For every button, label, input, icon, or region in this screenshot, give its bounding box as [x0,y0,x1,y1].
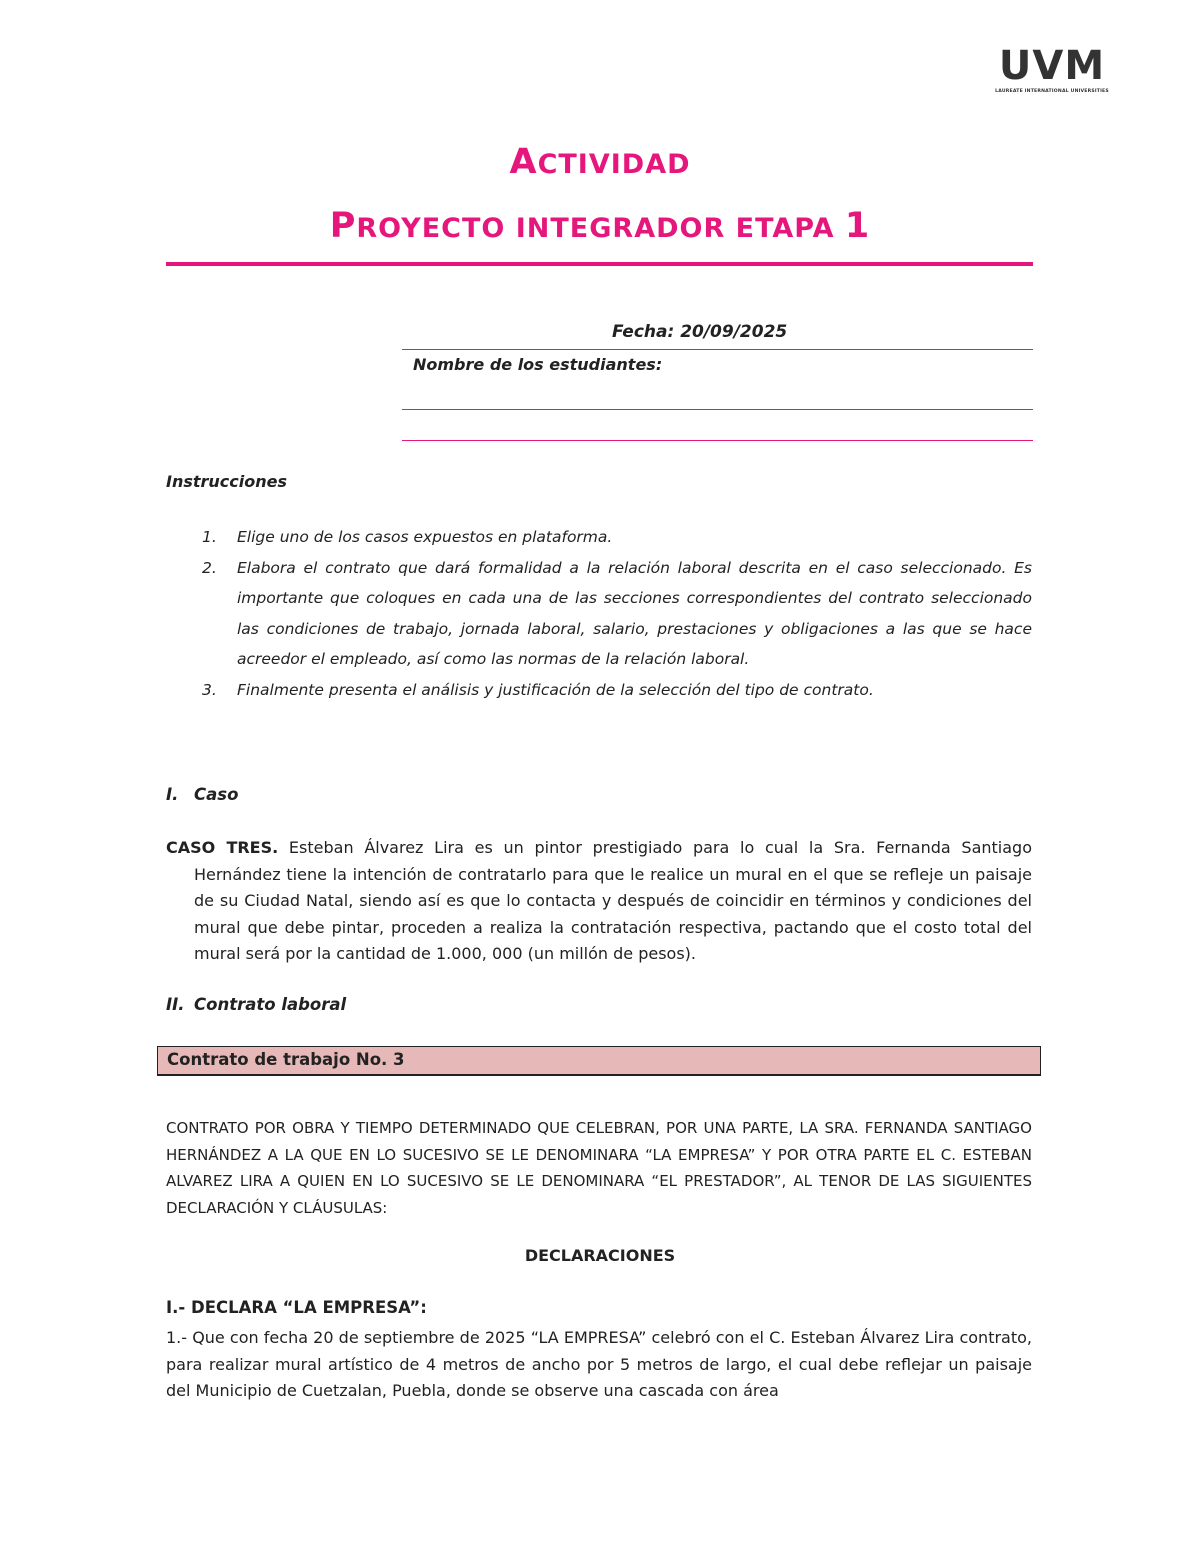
list-item-number: 1. [202,528,217,546]
section-title: Caso [194,785,239,804]
fecha-field: Fecha: 20/09/2025 [612,322,788,342]
subtitle-number: 1 [844,206,871,246]
subtitle-rest: ROYECTO INTEGRADOR ETAPA [356,213,835,244]
caso-text: Esteban Álvarez Lira es un pintor prestigiado para lo cual la Sra. Fernanda Santiago Hernández tiene la intención de contratarlo para que le realice un mural en el que se refleje un paisaje de su Ciudad Natal, siendo así es que lo contacta y después de coincidir en términos y condiciones del mural que debe pintar, proceden a realiza la contratación respectiva, pactando que el costo total del mural será por la cantidad de 1.000, 000 (un millón de pesos). [194,838,1032,963]
declaracion-1-paragraph: 1.- Que con fecha 20 de septiembre de 2025 “LA EMPRESA” celebró con el C. Esteban Álvarez Lira contrato, para realizar mural artístico de 4 metros de ancho por 5 metros de largo, el cual debe reflejar un paisaje del Municipio de Cuetzalan, Puebla, donde se observe una cascada con área [166,1328,1032,1400]
declara-empresa-heading: I.- DECLARA “LA EMPRESA”: [166,1298,427,1317]
list-item-number: 2. [202,558,217,577]
caso-paragraph [166,835,1032,968]
logo-text: UVM [998,43,1106,89]
list-item-number: 3. [202,680,217,699]
section-number: I. [166,785,179,804]
student-name-line-1 [402,409,1033,410]
list-item-text: Elabora el contrato que dará formalidad a la relación laboral descrita en el caso seleccionado. Es importante que coloques en cada una de las secciones correspondientes del contrato seleccionado las condiciones de trabajo, jornada laboral, salario, prestaciones y obligaciones a las que se hace acreedor el empleado, así como las normas de la relación laboral. [237,558,1032,668]
section-title: Contrato laboral [194,995,347,1014]
instructions-heading: Instrucciones [166,472,288,491]
section-heading-contrato [166,995,346,1014]
title-rest: CTIVIDAD [537,149,691,180]
subtitle-initial: P [329,206,357,246]
page-subtitle [0,206,1200,246]
list-item-text: Elige uno de los casos expuestos en plataforma. [237,528,613,546]
contract-intro-paragraph: CONTRATO POR OBRA Y TIEMPO DETERMINADO QUE CELEBRAN, POR UNA PARTE, LA SRA. FERNANDA SANTIAGO HERNÁNDEZ A LA QUE EN LO SUCESIVO SE LE DENOMINARA “LA EMPRESA” Y POR OTRA PARTE EL C. ESTEBAN ALVAREZ LIRA A QUIEN EN LO SUCESIVO SE LE DENOMINARA “EL PRESTADOR”, AL TENOR DE LAS SIGUIENTES DECLARACIÓN Y CLÁUSULAS: [166,1119,1032,1217]
list-item [166,522,1032,553]
section-heading-caso [166,785,238,804]
students-label: Nombre de los estudiantes: [413,355,663,374]
contract-number-box [157,1046,1041,1076]
list-item [166,553,1032,675]
declaraciones-heading: DECLARACIONES [524,1246,676,1265]
uvm-logo [990,43,1114,94]
title-divider [166,262,1033,266]
instructions-list [166,522,1032,705]
list-item-text: Finalmente presenta el análisis y justificación de la selección del tipo de contrato. [237,680,874,699]
title-initial: A [509,142,538,182]
list-item [166,675,1032,706]
section-number: II. [166,995,185,1014]
student-name-line-2 [402,440,1033,441]
fecha-underline [402,349,1033,350]
contract-number-label: Contrato de trabajo No. 3 [167,1050,405,1069]
page-title [0,142,1200,182]
caso-label: CASO TRES. [166,838,279,857]
logo-subtitle: LAUREATE INTERNATIONAL UNIVERSITIES [995,89,1109,94]
